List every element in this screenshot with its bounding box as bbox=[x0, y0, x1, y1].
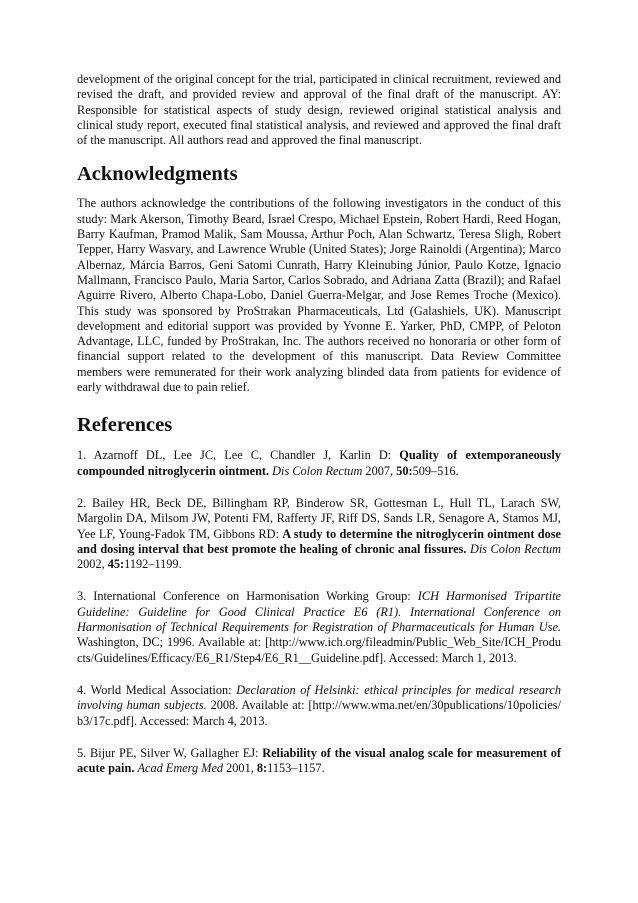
reference-details: Washington, DC; 1996. Available at: [http://www.ich.org/fileadmin/Public_Web_Site/ICH_Products/Guidelines/Efficacy/E6_R1/Step4/E6_R1__Guideline.pdf]. Accessed: March 1, 2013. bbox=[77, 635, 561, 665]
reference-authors: 2. Bailey HR, Beck DE, Billingham RP, Binderow SR, Gottesman L, Hull TL, Larach SW, Margolin DA, Milsom JW, Potenti FM, Rafferty JF, Riff DS, Sands LR, Senagore A, Stamos MJ, Yee LF, Young-Fadok TM, Gibbons RD: bbox=[77, 495, 561, 541]
reference-volume: 45: bbox=[107, 557, 125, 572]
reference-pages: 509–516. bbox=[412, 463, 459, 478]
acknowledgments-paragraph: The authors acknowledge the contributions of the following investigators in the conduct of this study: Mark Akerson, Timothy Beard, Israel Crespo, Michael Epstein, Robert Hardi, Reed Hogan, Barry Kaufman, Pramod Malik, Sam Moussa, Arthur Poch, Alan Schwartz, Teresa Sligh, Robert Tepper, Harry Wasvary, and Lawrence Wruble (United States); Jorge Rainoldi (Argentina); Marco Albernaz, Márcia Barros, Geni Satomi Cunrath, Harry Kleinubing Júnior, Paulo Kotze, Ignacio Mallmann, Francisco Paulo, Maria Sartor, Carlos Sobrado, and Adriana Zatta (Brazil); and Rafael Aguirre Rivero, Alberto Chapa-Lobo, Daniel Guerra-Melgar, and Jose Remes Troche (Mexico). This study was sponsored by ProStrakan Pharmaceuticals, Ltd (Galashiels, UK). Manuscript development and editorial support was provided by Yvonne E. Yarker, PhD, CMPP, of Peloton Advantage, LLC, funded by ProStrakan, Inc. The authors received no honoraria or other form of financial support related to the development of this manuscript. Data Review Committee members were remunerated for their work analyzing blinded data from patients for evidence of early withdrawal due to pain relief. bbox=[77, 196, 561, 395]
acknowledgments-heading: Acknowledgments bbox=[77, 163, 238, 186]
reference-year: 2002, bbox=[77, 557, 108, 572]
reference-journal: Acad Emerg Med bbox=[137, 761, 224, 776]
author-contributions-paragraph: development of the original concept for the trial, participated in clinical recruitment, reviewed and revised the draft, and provided review and approval of the final draft of the manuscript. AY: Responsible for statistical aspects of study design, reviewed original statistical analysis and clinical study report, executed final statistical analysis, and reviewed and approved the final draft of the manuscript. All authors read and approved the final manuscript. bbox=[77, 72, 561, 148]
reference-item-3 bbox=[77, 589, 561, 665]
reference-authors: 3. International Conference on Harmonisation Working Group: bbox=[77, 589, 418, 604]
reference-title: Declaration of Helsinki: ethical principles for medical research involving human subjects. bbox=[77, 682, 561, 713]
reference-authors: 5. Bijur PE, Silver W, Gallagher EJ: bbox=[77, 745, 263, 760]
reference-list bbox=[77, 448, 561, 776]
reference-title: Quality of extemporaneously compounded nitroglycerin ointment. bbox=[77, 448, 561, 478]
reference-journal: Dis Colon Rectum bbox=[272, 463, 363, 478]
reference-item-1 bbox=[77, 448, 561, 479]
reference-year: 2001, bbox=[223, 761, 257, 776]
reference-year: 2007, bbox=[362, 463, 397, 478]
reference-authors: 4. World Medical Association: bbox=[77, 682, 237, 697]
reference-item-5 bbox=[77, 746, 561, 777]
reference-item-2 bbox=[77, 496, 561, 572]
reference-details: 2008. Available at: [http://www.wma.net/en/30publications/10policies/b3/17c.pdf]. Accessed: March 4, 2013. bbox=[77, 698, 561, 728]
reference-journal: Dis Colon Rectum bbox=[469, 541, 561, 556]
reference-volume: 8: bbox=[256, 761, 268, 776]
references-heading: References bbox=[77, 414, 173, 437]
reference-authors: 1. Azarnoff DL, Lee JC, Lee C, Chandler J, Karlin D: bbox=[77, 448, 400, 463]
reference-item-4 bbox=[77, 683, 561, 729]
reference-pages: 1192–1199. bbox=[124, 557, 182, 572]
reference-volume: 50: bbox=[396, 463, 413, 478]
reference-title: A study to determine the nitroglycerin ointment dose and dosing interval that best promote the healing of chronic anal fissures. bbox=[77, 526, 561, 556]
reference-title: Reliability of the visual analog scale for measurement of acute pain. bbox=[77, 745, 561, 776]
reference-pages: 1153–1157. bbox=[267, 761, 325, 776]
reference-title: ICH Harmonised Tripartite Guideline: Guideline for Good Clinical Practice E6 (R1). International Conference on Harmonisation of Technical Requirements for Registration of Pharmaceuticals for Human Use. bbox=[77, 589, 561, 635]
